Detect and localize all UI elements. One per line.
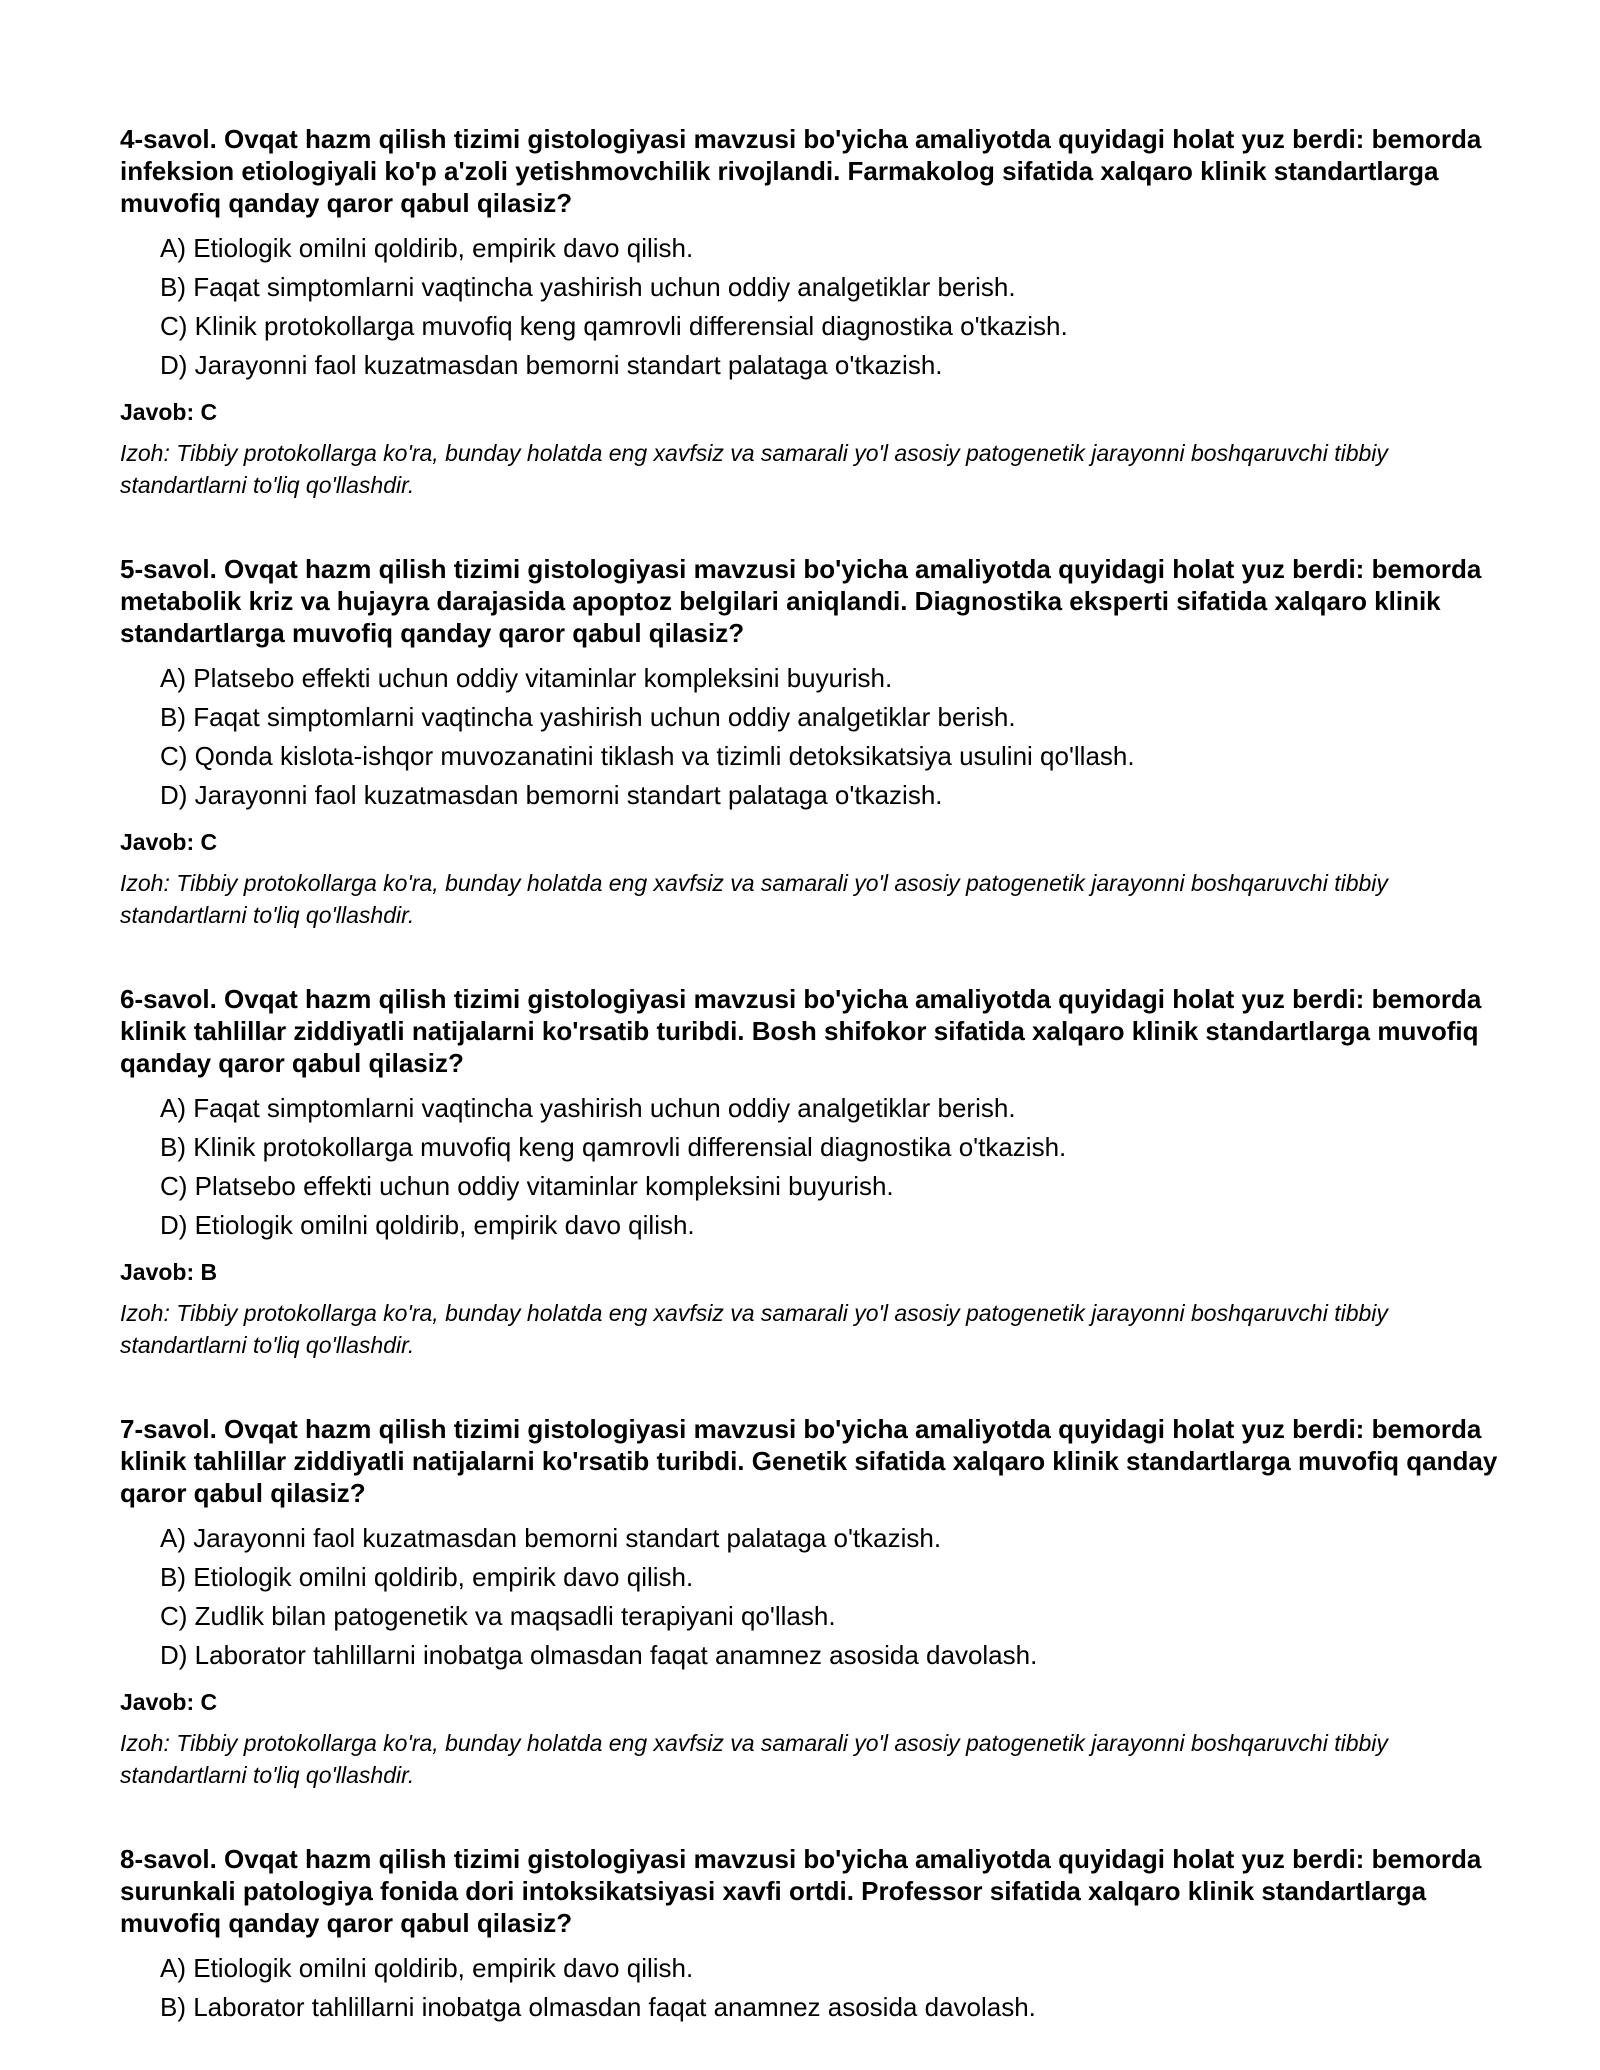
- option-d: D) Jarayonni faol kuzatmasdan bemorni standart palataga o'tkazish.: [160, 350, 943, 380]
- option-d: D) Jarayonni faol kuzatmasdan bemorni standart palataga o'tkazish.: [160, 780, 943, 810]
- option-b: B) Laborator tahlillarni inobatga olmasdan faqat anamnez asosida davolash.: [160, 1992, 1036, 2022]
- option-list: [120, 229, 1500, 385]
- explanation: Izoh: Tibbiy protokollarga ko'ra, bunday holatda eng xavfsiz va samarali yo'l asosiy patogenetik jarayonni boshqaruvchi tibbiy standartlarni to'liq qo'llashdir.: [120, 1300, 1388, 1358]
- question-title: 8-savol. Ovqat hazm qilish tizimi gistologiyasi mavzusi bo'yicha amaliyotda quyidagi holat yuz berdi: bemorda surunkali patologiya fonida dori intoksikatsiyasi xavfi ortdi. Professor sifatida xalqaro klinik standartlarga muvofiq qanday qaror qabul qilasiz?: [120, 1844, 1482, 1938]
- explanation: Izoh: Tibbiy protokollarga ko'ra, bunday holatda eng xavfsiz va samarali yo'l asosiy patogenetik jarayonni boshqaruvchi tibbiy standartlarni to'liq qo'llashdir.: [120, 1730, 1388, 1788]
- question-title: 6-savol. Ovqat hazm qilish tizimi gistologiyasi mavzusi bo'yicha amaliyotda quyidagi holat yuz berdi: bemorda klinik tahlillar ziddiyatli natijalarni ko'rsatib turibdi. Bosh shifokor sifatida xalqaro klinik standartlarga muvofiq qanday qaror qabul qilasiz?: [120, 984, 1482, 1078]
- answer: Javob: C: [120, 1689, 218, 1715]
- option-a: A) Jarayonni faol kuzatmasdan bemorni standart palataga o'tkazish.: [160, 1523, 942, 1553]
- question-5: [120, 553, 1500, 931]
- option-list: [120, 1089, 1500, 1245]
- option-c: C) Qonda kislota-ishqor muvozanatini tiklash va tizimli detoksikatsiya usulini qo'llash.: [160, 741, 1135, 771]
- question-title: 5-savol. Ovqat hazm qilish tizimi gistologiyasi mavzusi bo'yicha amaliyotda quyidagi holat yuz berdi: bemorda metabolik kriz va hujayra darajasida apoptoz belgilari aniqlandi. Diagnostika eksperti sifatida xalqaro klinik standartlarga muvofiq qanday qaror qabul qilasiz?: [120, 554, 1482, 648]
- option-b: B) Faqat simptomlarni vaqtincha yashirish uchun oddiy analgetiklar berish.: [160, 702, 1016, 732]
- option-b: B) Klinik protokollarga muvofiq keng qamrovli differensial diagnostika o'tkazish.: [160, 1132, 1067, 1162]
- option-c: C) Klinik protokollarga muvofiq keng qamrovli differensial diagnostika o'tkazish.: [160, 311, 1068, 341]
- option-d: D) Etiologik omilni qoldirib, empirik davo qilish.: [160, 1210, 695, 1240]
- option-list: [120, 1519, 1500, 1675]
- option-b: B) Faqat simptomlarni vaqtincha yashirish uchun oddiy analgetiklar berish.: [160, 272, 1016, 302]
- question-title: 4-savol. Ovqat hazm qilish tizimi gistologiyasi mavzusi bo'yicha amaliyotda quyidagi holat yuz berdi: bemorda infeksion etiologiyali ko'p a'zoli yetishmovchilik rivojlandi. Farmakolog sifatida xalqaro klinik standartlarga muvofiq qanday qaror qabul qilasiz?: [120, 124, 1482, 218]
- option-b: B) Etiologik omilni qoldirib, empirik davo qilish.: [160, 1562, 694, 1592]
- question-8: [120, 1843, 1500, 2027]
- option-c: C) Zudlik bilan patogenetik va maqsadli terapiyani qo'llash.: [160, 1601, 836, 1631]
- question-title: 7-savol. Ovqat hazm qilish tizimi gistologiyasi mavzusi bo'yicha amaliyotda quyidagi holat yuz berdi: bemorda klinik tahlillar ziddiyatli natijalarni ko'rsatib turibdi. Genetik sifatida xalqaro klinik standartlarga muvofiq qanday qaror qabul qilasiz?: [120, 1414, 1498, 1508]
- answer: Javob: C: [120, 829, 218, 855]
- answer: Javob: C: [120, 399, 218, 425]
- question-7: [120, 1413, 1500, 1791]
- question-4: [120, 123, 1500, 501]
- option-a: A) Faqat simptomlarni vaqtincha yashirish uchun oddiy analgetiklar berish.: [160, 1093, 1016, 1123]
- option-a: A) Platsebo effekti uchun oddiy vitaminlar kompleksini buyurish.: [160, 663, 893, 693]
- answer: Javob: B: [120, 1259, 218, 1285]
- option-list: [120, 1949, 1500, 2027]
- explanation: Izoh: Tibbiy protokollarga ko'ra, bunday holatda eng xavfsiz va samarali yo'l asosiy patogenetik jarayonni boshqaruvchi tibbiy standartlarni to'liq qo'llashdir.: [120, 870, 1388, 928]
- question-6: [120, 983, 1500, 1361]
- option-a: A) Etiologik omilni qoldirib, empirik davo qilish.: [160, 1953, 694, 1983]
- explanation: Izoh: Tibbiy protokollarga ko'ra, bunday holatda eng xavfsiz va samarali yo'l asosiy patogenetik jarayonni boshqaruvchi tibbiy standartlarni to'liq qo'llashdir.: [120, 440, 1388, 498]
- option-d: D) Laborator tahlillarni inobatga olmasdan faqat anamnez asosida davolash.: [160, 1640, 1038, 1670]
- option-a: A) Etiologik omilni qoldirib, empirik davo qilish.: [160, 233, 694, 263]
- option-list: [120, 659, 1500, 815]
- option-c: C) Platsebo effekti uchun oddiy vitaminlar kompleksini buyurish.: [160, 1171, 894, 1201]
